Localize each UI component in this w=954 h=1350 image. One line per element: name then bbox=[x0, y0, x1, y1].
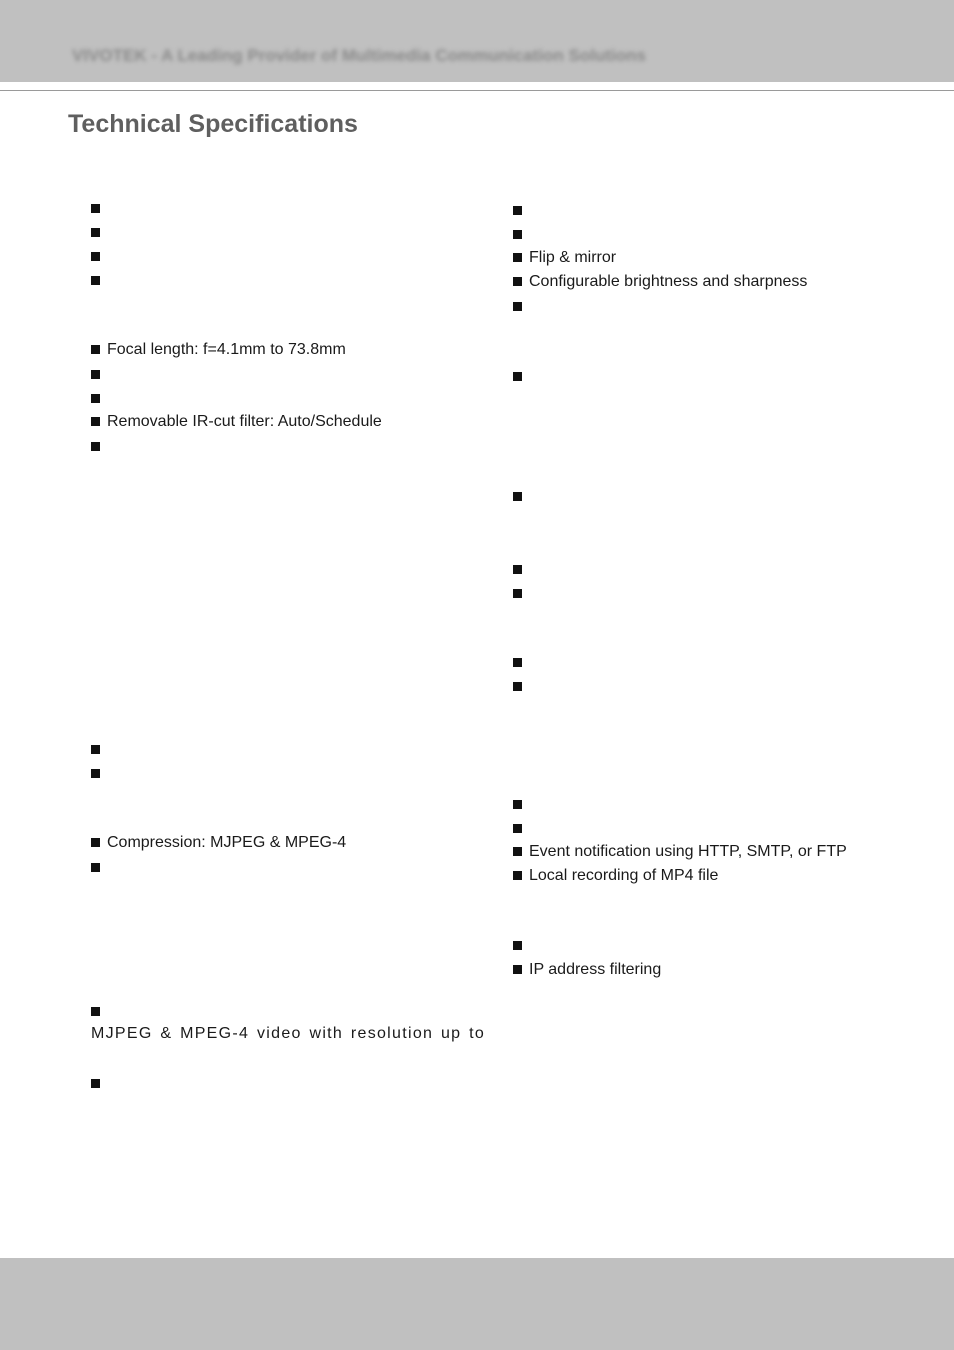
bullet-square-icon bbox=[91, 370, 100, 379]
bullet-item-event-notification bbox=[513, 840, 847, 864]
bullet-square-icon bbox=[513, 941, 522, 950]
bullet-square-icon bbox=[513, 965, 522, 974]
bullet-marker bbox=[91, 762, 107, 786]
bullet-marker bbox=[513, 223, 529, 247]
bullet-square-icon bbox=[91, 417, 100, 426]
bullet-item-focal-length bbox=[91, 338, 346, 362]
bullet-marker bbox=[513, 651, 529, 675]
bullet-square-icon bbox=[513, 847, 522, 856]
bullet-text: Focal length: f=4.1mm to 73.8mm bbox=[107, 341, 346, 358]
bullet-square-icon bbox=[91, 442, 100, 451]
bullet-square-icon bbox=[91, 252, 100, 261]
header-tagline: VIVOTEK - A Leading Provider of Multimedia Communication Solutions bbox=[72, 46, 646, 65]
bullet-marker bbox=[513, 485, 529, 509]
bullet-square-icon bbox=[91, 769, 100, 778]
bullet-marker bbox=[513, 558, 529, 582]
header-divider bbox=[0, 90, 954, 91]
bullet-marker bbox=[513, 793, 529, 817]
bullet-item-ir-cut-filter bbox=[91, 410, 382, 434]
bullet-text: Flip & mirror bbox=[529, 249, 617, 266]
bullet-square-icon bbox=[91, 1007, 100, 1016]
bullet-square-icon bbox=[513, 565, 522, 574]
bullet-item-local-recording bbox=[513, 864, 718, 888]
bullet-item-ip-filtering bbox=[513, 958, 661, 982]
bullet-marker bbox=[91, 245, 107, 269]
bullet-marker bbox=[91, 387, 107, 411]
bullet-text: Compression: MJPEG & MPEG-4 bbox=[107, 834, 347, 851]
bullet-text: Local recording of MP4 file bbox=[529, 867, 719, 884]
streaming-paragraph: MJPEG & MPEG-4 video with resolution up to bbox=[91, 1025, 486, 1042]
bullet-square-icon bbox=[91, 745, 100, 754]
bullet-square-icon bbox=[513, 372, 522, 381]
bullet-square-icon bbox=[513, 800, 522, 809]
bullet-square-icon bbox=[91, 1079, 100, 1088]
bullet-square-icon bbox=[91, 204, 100, 213]
bullet-item-compression bbox=[91, 831, 346, 855]
bullet-marker bbox=[91, 363, 107, 387]
bullet-square-icon bbox=[91, 276, 100, 285]
bullet-square-icon bbox=[513, 871, 522, 880]
bullet-square-icon bbox=[513, 492, 522, 501]
bullet-marker bbox=[91, 738, 107, 762]
bullet-square-icon bbox=[513, 824, 522, 833]
bullet-square-icon bbox=[513, 253, 522, 262]
bullet-text: Removable IR-cut filter: Auto/Schedule bbox=[107, 413, 382, 430]
bullet-text: IP address filtering bbox=[529, 961, 662, 978]
bullet-square-icon bbox=[513, 658, 522, 667]
bullet-square-icon bbox=[513, 230, 522, 239]
bullet-square-icon bbox=[513, 589, 522, 598]
bullet-square-icon bbox=[91, 228, 100, 237]
bullet-marker bbox=[513, 675, 529, 699]
header-band bbox=[0, 0, 954, 82]
bullet-marker bbox=[513, 934, 529, 958]
bullet-marker bbox=[91, 269, 107, 293]
bullet-marker bbox=[91, 221, 107, 245]
bullet-square-icon bbox=[91, 863, 100, 872]
bullet-item-brightness-sharpness bbox=[513, 270, 807, 294]
bullet-marker bbox=[91, 1000, 107, 1024]
bullet-marker bbox=[91, 197, 107, 221]
bullet-text: Event notification using HTTP, SMTP, or FTP bbox=[529, 843, 847, 860]
bullet-square-icon bbox=[513, 206, 522, 215]
bullet-marker bbox=[513, 582, 529, 606]
bullet-marker bbox=[91, 856, 107, 880]
bullet-marker bbox=[513, 295, 529, 319]
bullet-marker bbox=[91, 435, 107, 459]
bullet-square-icon bbox=[513, 277, 522, 286]
bullet-text: Configurable brightness and sharpness bbox=[529, 273, 808, 290]
bullet-marker bbox=[513, 817, 529, 841]
bullet-marker bbox=[91, 1072, 107, 1096]
bullet-square-icon bbox=[91, 838, 100, 847]
bullet-marker bbox=[513, 365, 529, 389]
bullet-marker bbox=[513, 199, 529, 223]
footer-band bbox=[0, 1258, 954, 1350]
bullet-square-icon bbox=[513, 302, 522, 311]
bullet-square-icon bbox=[513, 682, 522, 691]
page-title: Technical Specifications bbox=[68, 110, 358, 138]
bullet-square-icon bbox=[91, 394, 100, 403]
bullet-square-icon bbox=[91, 345, 100, 354]
bullet-item-flip-mirror bbox=[513, 246, 616, 270]
